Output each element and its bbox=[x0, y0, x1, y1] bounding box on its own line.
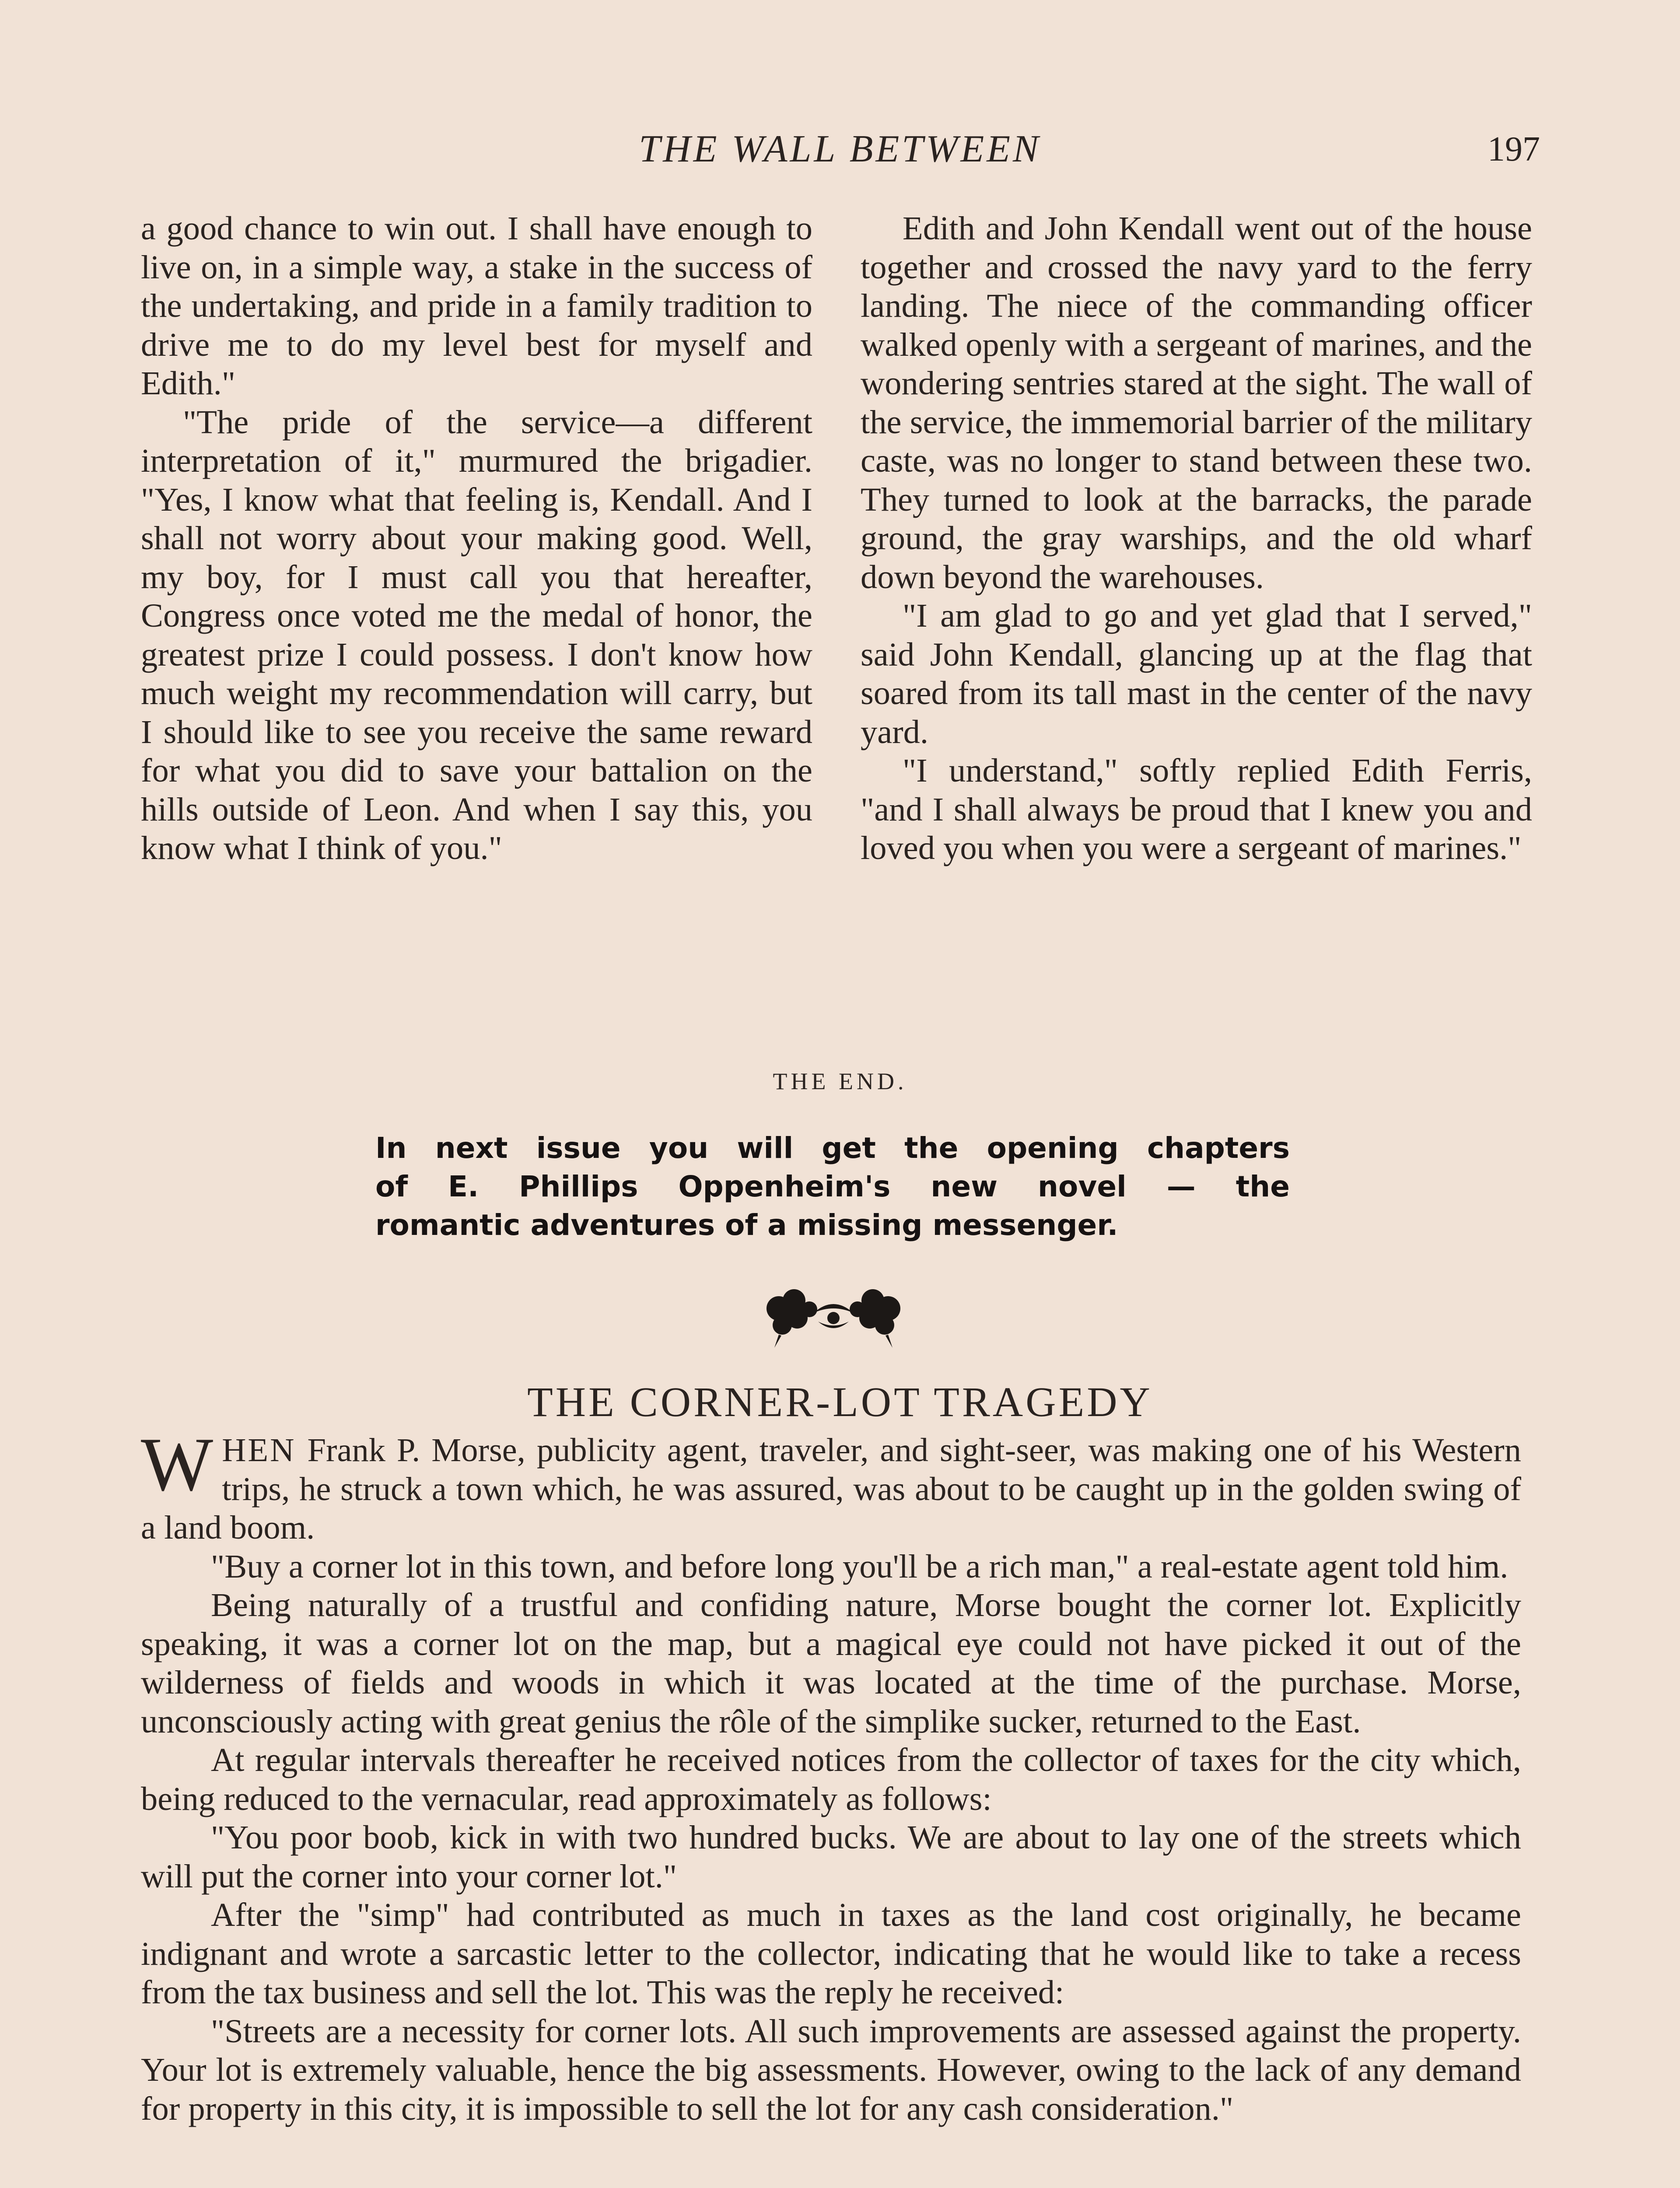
paragraph-text: Frank P. Morse, publicity agent, traveler, and sight-seer, was making one of his Western trips, he struck a town which, he was assured, was about to be caught up in the golden swing of a land boom. bbox=[141, 1431, 1521, 1546]
article-body bbox=[141, 1422, 1521, 2128]
column-left bbox=[141, 209, 812, 1032]
running-title: THE WALL BETWEEN bbox=[639, 128, 1041, 170]
story-columns bbox=[141, 209, 1532, 1032]
paragraph: "You poor boob, kick in with two hundred bucks. We are about to lay one of the streets which will put the corner into your corner lot." bbox=[141, 1819, 1521, 1895]
next-issue-announcement bbox=[375, 1129, 1290, 1245]
paragraph: After the "simp" had contributed as much in taxes as the land cost originally, he became indignant and wrote a sarcastic letter to the collector, indicating that he would like to take a recess from the tax business and sell the lot. This was the reply he received: bbox=[141, 1896, 1521, 2011]
announcement-line: In next issue you will get the opening chapters bbox=[375, 1131, 1290, 1165]
paragraph: Being naturally of a trustful and confiding nature, Morse bought the corner lot. Explicitly speaking, it was a corner lot on the map, but a magical eye could not have picked it out of the wilderness of fields and woods in which it was located at the time of the purchase. Morse, unconsciously acting with great genius the rôle of the simplike sucker, returned to the East. bbox=[141, 1586, 1521, 1740]
drop-cap: W bbox=[141, 1422, 214, 1507]
floral-ornament-icon bbox=[761, 1278, 906, 1352]
paragraph: At regular intervals thereafter he received notices from the collector of taxes for the city which, being reduced to the vernacular, read approximately as follows: bbox=[141, 1741, 1521, 1817]
lead-caps: HEN bbox=[222, 1431, 296, 1469]
paragraph: Edith and John Kendall went out of the house together and crossed the navy yard to the ferry landing. The niece of the commanding officer walked openly with a sergeant of marines, and the wondering sentries stared at the sight. The wall of the service, the immemorial barrier of the military caste, was no longer to stand between these two. They turned to look at the barracks, the parade ground, the gray warships, and the old wharf down beyond the warehouses. bbox=[861, 210, 1532, 596]
article-title: THE CORNER-LOT TRAGEDY bbox=[527, 1378, 1153, 1425]
running-head bbox=[140, 127, 1540, 175]
paragraph: "Buy a corner lot in this town, and before long you'll be a rich man," a real-estate agent told him. bbox=[211, 1547, 1508, 1585]
the-end-label: THE END. bbox=[773, 1068, 907, 1094]
paragraph: "Streets are a necessity for corner lots. All such improvements are assessed against the property. Your lot is extremely valuable, hence the big assessments. However, owing to the lack of any demand for property in this city, it is impossible to sell the lot for any cash consideration." bbox=[141, 2012, 1521, 2127]
column-right bbox=[861, 209, 1532, 1032]
announcement-line: romantic adventures of a missing messenger. bbox=[375, 1208, 1118, 1242]
paragraph: "The pride of the service—a different interpretation of it," murmured the brigadier. "Yes, I know what that feeling is, Kendall. And I shall not worry about your making good. Well, my boy, for I must call you that hereafter, Congress once voted me the medal of honor, the greatest prize I could possess. I don't know how much weight my recommendation will carry, but I should like to see you receive the same reward for what you did to save your battalion on the hills outside of Leon. And when I say this, you know what I think of you." bbox=[141, 403, 812, 866]
page-number: 197 bbox=[1488, 130, 1540, 168]
announcement-line: of E. Phillips Oppenheim's new novel — the bbox=[375, 1170, 1290, 1203]
paragraph: "I am glad to go and yet glad that I served," said John Kendall, glancing up at the flag that soared from its tall mast in the center of the navy yard. bbox=[861, 597, 1532, 750]
paragraph: "I understand," softly replied Edith Ferris, "and I shall always be proud that I knew you and loved you when you were a sergeant of marines." bbox=[861, 752, 1532, 866]
paragraph: a good chance to win out. I shall have enough to live on, in a simple way, a stake in the success of the undertaking, and pride in a family tradition to drive me to do my level best for myself and Edith." bbox=[141, 210, 812, 402]
paragraph bbox=[141, 1422, 1521, 1547]
